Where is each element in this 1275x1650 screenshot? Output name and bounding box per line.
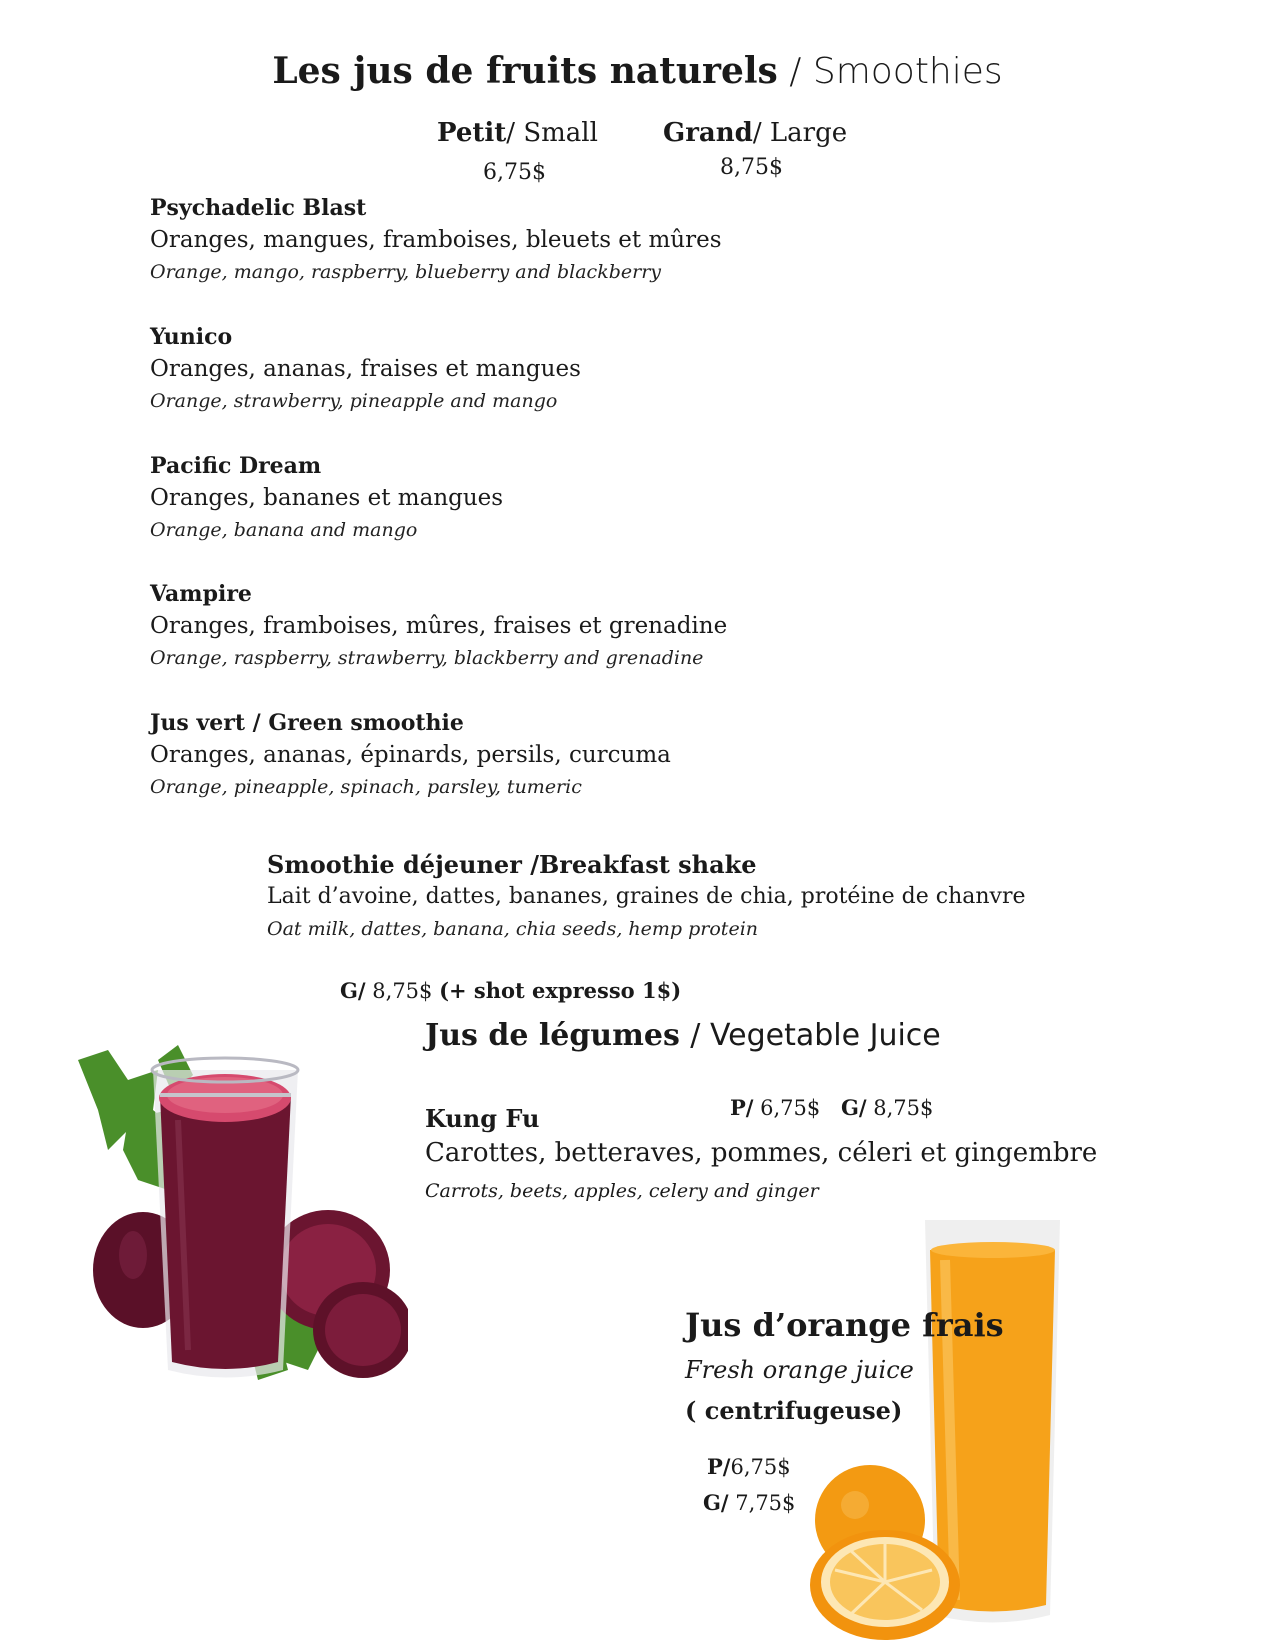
kung-fu-p-price: 6,75$ [753,1096,821,1120]
size-large-header [663,118,847,148]
title-thin: / Smoothies [777,51,1003,92]
breakfast-price-value: 8,75$ [365,979,440,1003]
size-large-bold: Grand [663,118,753,148]
item-name: Vampire [150,581,252,607]
item-name: Pacific Dream [150,453,322,479]
item-description-en: Orange, pineapple, spinach, parsley, tumeric [150,776,582,798]
menu-item [150,193,722,287]
item-description-fr: Oranges, ananas, épinards, persils, curcuma [150,742,671,768]
orange-g-label: G/ [703,1490,729,1515]
kung-fu-prices [730,1095,933,1120]
breakfast-item [267,850,1026,944]
title-bold: Les jus de fruits naturels [272,50,778,92]
kung-fu-g-price: 8,75$ [866,1096,934,1120]
orange-juice-title: Jus d’orange frais [685,1306,1004,1344]
breakfast-description-fr: Lait d’avoine, dattes, bananes, graines de chia, protéine de chanvre [267,884,1026,909]
menu-title [0,50,1275,92]
kung-fu-g-label: G/ [840,1095,867,1120]
item-description-fr: Oranges, ananas, fraises et mangues [150,356,581,382]
menu-item [150,322,581,416]
breakfast-name: Smoothie déjeuner /Breakfast shake [267,850,757,879]
size-large-price: 8,75$ [720,155,783,180]
item-name: Jus vert / Green smoothie [150,710,464,736]
vegetable-section-title [425,1018,941,1053]
orange-p-price: 6,75$ [730,1455,791,1479]
kung-fu-description-fr: Carottes, betteraves, pommes, céleri et gingembre [425,1138,1098,1168]
vegetable-title-thin: / Vegetable Juice [690,1018,941,1053]
orange-g-price: 7,75$ [728,1491,796,1515]
orange-juice-price-small [707,1454,791,1479]
breakfast-price [340,978,681,1003]
beet-juice-image [68,1040,408,1400]
item-description-en: Orange, mango, raspberry, blueberry and blackberry [150,261,662,283]
size-large-thin: / Large [752,118,848,148]
size-small-price: 6,75$ [483,160,546,185]
orange-p-label: P/ [707,1454,731,1479]
item-description-en: Orange, raspberry, strawberry, blackberry and grenadine [150,647,704,669]
vegetable-title-bold: Jus de légumes [425,1018,691,1053]
orange-juice-en: Fresh orange juice [685,1356,914,1384]
item-name: Yunico [150,324,233,350]
menu-item [150,579,727,673]
item-name: Psychadelic Blast [150,195,367,221]
kung-fu-description-en: Carrots, beets, apples, celery and ginger [425,1180,819,1202]
item-description-fr: Oranges, mangues, framboises, bleuets et mûres [150,227,722,253]
size-small-bold: Petit [437,118,507,148]
breakfast-extra: (+ shot expresso 1$) [439,978,682,1003]
breakfast-price-label: G/ [340,978,366,1003]
item-description-fr: Oranges, framboises, mûres, fraises et grenadine [150,613,728,639]
kung-fu-p-label: P/ [730,1095,754,1120]
breakfast-description-en: Oat milk, dattes, banana, chia seeds, hemp protein [267,918,759,940]
kung-fu-name: Kung Fu [425,1104,540,1133]
size-small-thin: / Small [506,118,598,148]
menu-item [150,708,671,802]
item-description-en: Orange, strawberry, pineapple and mango [150,390,558,412]
item-description-en: Orange, banana and mango [150,519,418,541]
orange-juice-image [810,1220,1080,1640]
menu-item [150,451,503,545]
size-small-header [437,118,598,148]
orange-juice-price-large [703,1490,795,1515]
orange-juice-method: ( centrifugeuse) [685,1396,903,1425]
item-description-fr: Oranges, bananes et mangues [150,485,504,511]
